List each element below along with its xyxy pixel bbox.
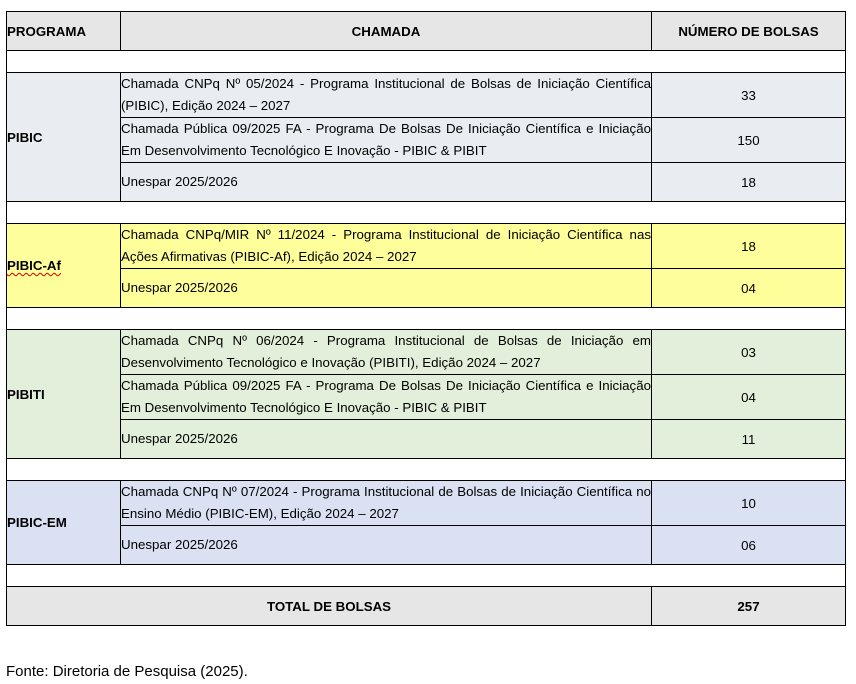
- table-row: [7, 163, 846, 202]
- table-row: [7, 224, 846, 269]
- spacer-row: [7, 459, 846, 481]
- spacer-row: [7, 51, 846, 73]
- chamada-cell: Chamada CNPq/MIR Nº 11/2024 - Programa Institucional de Iniciação Científica nas Ações Afirmativas (PIBIC-Af), Edição 2024 – 2027: [121, 224, 652, 269]
- total-row: [7, 587, 846, 626]
- bolsas-cell: 04: [652, 375, 846, 420]
- total-label: TOTAL DE BOLSAS: [7, 587, 652, 626]
- program-label: PIBIC-Af: [7, 258, 61, 273]
- chamada-cell: Chamada Pública 09/2025 FA - Programa De Bolsas De Iniciação Científica e Iniciação Em Desenvolvimento Tecnológico E Inovação - PIBIC & PIBIT: [121, 375, 652, 420]
- table-row: [7, 269, 846, 308]
- chamada-cell: Unespar 2025/2026: [121, 269, 652, 308]
- header-row: [7, 12, 846, 51]
- bolsas-cell: 33: [652, 73, 846, 118]
- table-row: [7, 118, 846, 163]
- bolsas-cell: 03: [652, 330, 846, 375]
- chamada-cell: Chamada CNPq Nº 06/2024 - Programa Institucional de Bolsas de Iniciação em Desenvolvimento Tecnológico e Inovação (PIBITI), Edição 2024 – 2027: [121, 330, 652, 375]
- bolsas-cell: 10: [652, 481, 846, 526]
- bolsas-cell: 06: [652, 526, 846, 565]
- spacer-row: [7, 308, 846, 330]
- bolsas-cell: 04: [652, 269, 846, 308]
- bolsas-cell: 11: [652, 420, 846, 459]
- program-cell-pibic-af: [7, 224, 121, 308]
- table-row: [7, 330, 846, 375]
- header-numero-bolsas: NÚMERO DE BOLSAS: [652, 12, 846, 51]
- bolsas-table: [6, 11, 846, 626]
- chamada-cell: Unespar 2025/2026: [121, 163, 652, 202]
- table-row: [7, 526, 846, 565]
- bolsas-cell: 18: [652, 163, 846, 202]
- chamada-cell: Chamada CNPq Nº 05/2024 - Programa Institucional de Bolsas de Iniciação Científica (PIBIC), Edição 2024 – 2027: [121, 73, 652, 118]
- bolsas-cell: 150: [652, 118, 846, 163]
- spacer-row: [7, 565, 846, 587]
- program-cell-pibic: PIBIC: [7, 73, 121, 202]
- table-row: [7, 73, 846, 118]
- header-programa: PROGRAMA: [7, 12, 121, 51]
- chamada-cell: Unespar 2025/2026: [121, 526, 652, 565]
- total-value: 257: [652, 587, 846, 626]
- bolsas-cell: 18: [652, 224, 846, 269]
- header-chamada: CHAMADA: [121, 12, 652, 51]
- chamada-cell: Chamada Pública 09/2025 FA - Programa De Bolsas De Iniciação Científica e Iniciação Em Desenvolvimento Tecnológico E Inovação - PIBIC & PIBIT: [121, 118, 652, 163]
- table-row: [7, 375, 846, 420]
- table-row: [7, 481, 846, 526]
- chamada-cell: Chamada CNPq Nº 07/2024 - Programa Institucional de Bolsas de Iniciação Científica no Ensino Médio (PIBIC-EM), Edição 2024 – 2027: [121, 481, 652, 526]
- spacer-row: [7, 202, 846, 224]
- program-cell-pibic-em: PIBIC-EM: [7, 481, 121, 565]
- source-caption: Fonte: Diretoria de Pesquisa (2025).: [6, 663, 248, 680]
- table-row: [7, 420, 846, 459]
- program-cell-pibiti: PIBITI: [7, 330, 121, 459]
- chamada-cell: Unespar 2025/2026: [121, 420, 652, 459]
